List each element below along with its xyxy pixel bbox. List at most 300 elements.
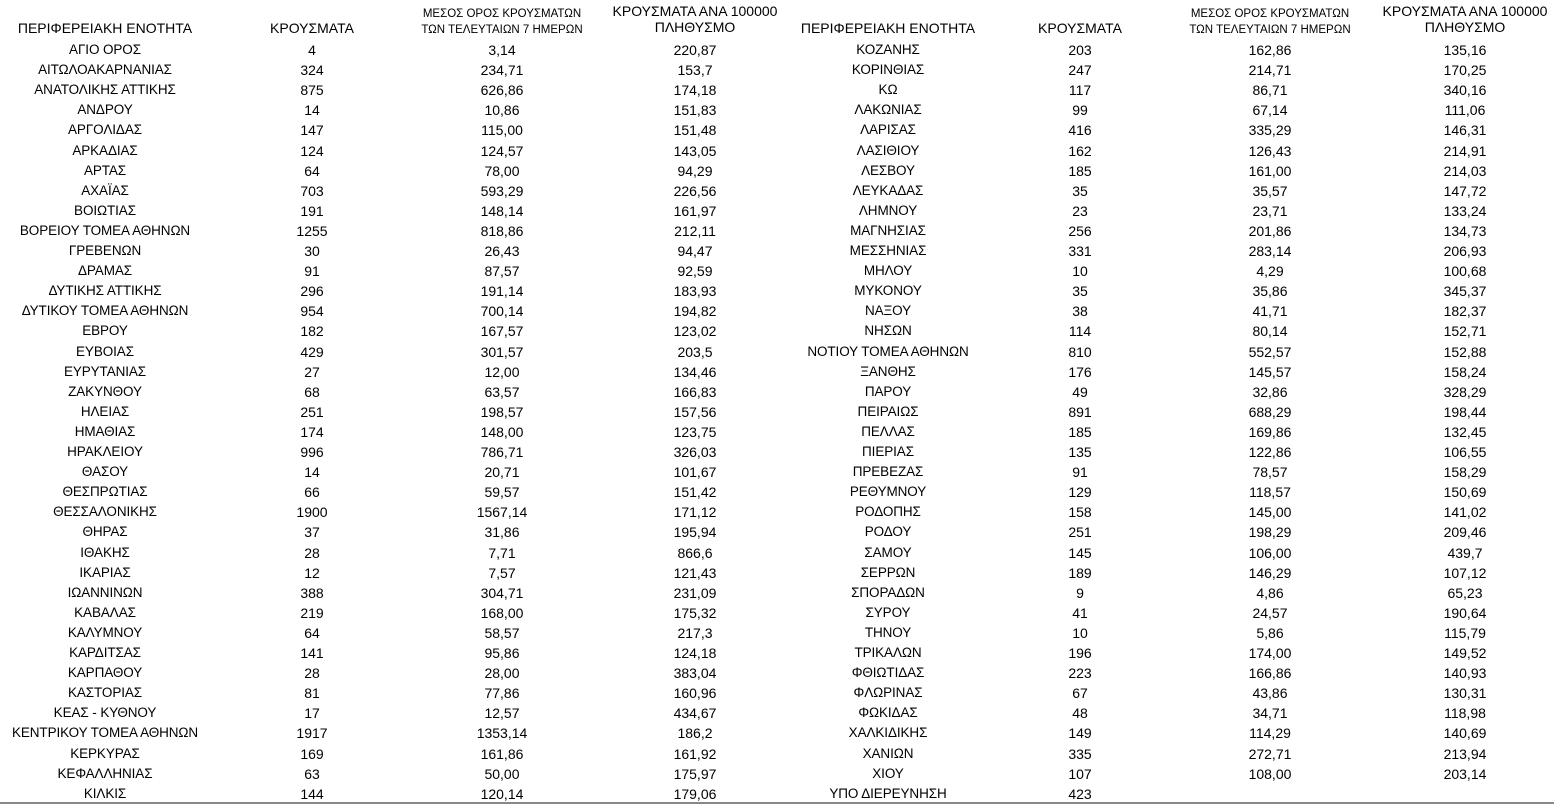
cell-per: 141,02 [1443, 504, 1487, 521]
cell-avg: 35,86 [1252, 283, 1288, 300]
cell-cases: 14 [304, 102, 320, 119]
cell-cases: 30 [304, 243, 320, 259]
cell-per: 133,24 [1443, 202, 1487, 219]
cell-per: 220,87 [673, 42, 717, 58]
cell-avg: 26,43 [484, 243, 520, 259]
cell-avg: 1567,14 [476, 504, 528, 521]
cell-avg: 4,86 [1256, 584, 1284, 601]
table-row [0, 583, 1554, 603]
cell-cases: 64 [304, 162, 320, 179]
cell-avg: 301,57 [480, 343, 524, 360]
cell-per: 175,97 [673, 765, 717, 782]
cell-per: 152,71 [1443, 323, 1487, 340]
cell-avg: 166,86 [1248, 665, 1292, 682]
cell-cases: 67 [1072, 685, 1088, 702]
cell-region: ΕΥΡΥΤΑΝΙΑΣ [63, 363, 147, 379]
cell-per: 111,06 [1444, 102, 1486, 119]
cell-cases: 144 [300, 785, 324, 802]
cell-per: 158,24 [1443, 363, 1487, 380]
cell-region: ΝΗΣΩΝ [864, 323, 912, 339]
cell-cases: 145 [1068, 544, 1092, 561]
cell-avg: 31,86 [484, 524, 520, 541]
cell-cases: 35 [1072, 283, 1088, 300]
cell-region: ΜΥΚΟΝΟΥ [854, 283, 922, 299]
cell-region: ΠΡΕΒΕΖΑΣ [852, 464, 924, 480]
cell-region: ΚΟΡΙΝΘΙΑΣ [851, 62, 925, 78]
table-row [0, 201, 1554, 221]
table-row [0, 744, 1554, 764]
cell-per: 118,98 [1444, 705, 1486, 722]
cell-region: ΖΑΚΥΝΘΟΥ [68, 383, 142, 399]
cell-region: ΤΗΝΟΥ [864, 624, 912, 640]
cell-region: ΚΕΦΑΛΛΗΝΙΑΣ [57, 765, 153, 781]
cell-region: ΝΑΞΟΥ [864, 303, 912, 319]
table-row [0, 784, 1554, 804]
cell-per: 195,94 [673, 524, 717, 541]
cell-region: ΜΕΣΣΗΝΙΑΣ [849, 243, 927, 258]
cell-avg: 78,57 [1252, 464, 1288, 481]
header-region-right: ΠΕΡΙΦΕΡΕΙΑΚΗ ΕΝΟΤΗΤΑ [800, 20, 976, 36]
cell-cases: 810 [1068, 343, 1092, 360]
header-cases-right: ΚΡΟΥΣΜΑΤΑ [1038, 20, 1122, 36]
cell-cases: 49 [1072, 383, 1088, 400]
table-row [0, 281, 1554, 301]
cell-per: 152,88 [1443, 343, 1487, 360]
cell-region: ΙΚΑΡΙΑΣ [79, 564, 131, 580]
cell-region: ΕΥΒΟΙΑΣ [76, 343, 134, 359]
cell-avg: 145,57 [1248, 363, 1292, 380]
cell-avg: 552,57 [1248, 343, 1292, 360]
cell-per: 209,46 [1443, 524, 1487, 541]
cell-cases: 185 [1068, 423, 1092, 440]
cell-region: ΑΧΑΪΑΣ [81, 182, 129, 198]
cell-cases: 129 [1068, 484, 1092, 501]
table-row [0, 80, 1554, 100]
cell-cases: 124 [300, 142, 324, 159]
cell-per: 134,46 [673, 363, 717, 380]
cell-cases: 117 [1068, 82, 1092, 99]
cell-per: 217,3 [677, 624, 713, 641]
cell-avg: 201,86 [1248, 222, 1292, 239]
cell-region: ΚΑΡΔΙΤΣΑΣ [69, 645, 141, 660]
table-row [0, 241, 1554, 261]
table-row [0, 221, 1554, 241]
cell-avg: 41,71 [1252, 303, 1288, 320]
cell-cases: 196 [1068, 645, 1092, 661]
cell-avg: 688,29 [1248, 403, 1292, 420]
cell-cases: 331 [1068, 243, 1092, 259]
cell-avg: 7,71 [488, 544, 516, 561]
cell-avg: 108,00 [1248, 765, 1292, 782]
cell-avg: 234,71 [480, 62, 524, 79]
cell-cases: 996 [300, 444, 324, 460]
cell-per: 151,42 [673, 484, 717, 501]
cell-per: 161,92 [673, 745, 717, 762]
cell-avg: 283,14 [1248, 243, 1292, 259]
header-per-line1: ΚΡΟΥΣΜΑΤΑ ΑΝΑ 100000 [612, 3, 778, 19]
cell-per: 179,06 [673, 785, 717, 802]
cell-cases: 251 [1068, 524, 1092, 541]
cell-cases: 182 [300, 323, 324, 340]
cell-per: 140,93 [1443, 665, 1487, 682]
cell-region: ΠΙΕΡΙΑΣ [862, 444, 914, 459]
cell-region: ΚΟΖΑΝΗΣ [856, 42, 920, 57]
cell-region: ΛΑΡΙΣΑΣ [860, 122, 916, 138]
cell-region: ΚΙΛΚΙΣ [83, 785, 127, 801]
table-row [0, 623, 1554, 643]
header-avg-line2: ΤΩΝ ΤΕΛΕΥΤΑΙΩΝ 7 ΗΜΕΡΩΝ [1189, 24, 1351, 36]
cell-region: ΚΑΒΑΛΑΣ [74, 604, 136, 620]
cell-avg: 32,86 [1252, 383, 1288, 400]
cell-cases: 219 [300, 604, 324, 621]
cell-per: 147,72 [1443, 182, 1487, 199]
cell-region: ΦΘΙΩΤΙΔΑΣ [851, 665, 925, 681]
cell-per: 206,93 [1443, 243, 1487, 259]
cell-avg: 10,86 [484, 102, 520, 119]
header-avg-line2: ΤΩΝ ΤΕΛΕΥΤΑΙΩΝ 7 ΗΜΕΡΩΝ [421, 24, 583, 36]
cell-cases: 1900 [296, 504, 328, 521]
table-row [0, 723, 1554, 743]
cell-region: ΛΕΥΚΑΔΑΣ [852, 182, 924, 198]
cell-per: 106,55 [1443, 444, 1487, 460]
cell-cases: 416 [1068, 122, 1092, 139]
table-row [0, 100, 1554, 120]
cell-avg: 34,71 [1252, 705, 1288, 722]
cell-avg: 818,86 [480, 222, 524, 239]
cell-cases: 141 [300, 645, 324, 661]
cell-per: 160,96 [673, 685, 717, 702]
cell-per: 212,11 [674, 222, 716, 239]
table-row [0, 663, 1554, 683]
cell-per: 170,25 [1443, 62, 1487, 79]
cell-region: ΘΕΣΣΑΛΟΝΙΚΗΣ [53, 504, 157, 520]
cell-per: 151,48 [673, 122, 717, 139]
cell-per: 182,37 [1443, 303, 1487, 320]
cell-per: 434,67 [673, 705, 717, 722]
cell-region: ΦΩΚΙΔΑΣ [858, 705, 918, 721]
table-row [0, 683, 1554, 703]
table-row [0, 522, 1554, 542]
table-row [0, 502, 1554, 522]
cell-cases: 81 [304, 685, 320, 702]
cell-avg: 169,86 [1248, 423, 1292, 440]
cell-per: 231,09 [673, 584, 717, 601]
cell-region: ΣΑΜΟΥ [864, 544, 912, 560]
cell-cases: 256 [1068, 222, 1092, 239]
cell-per: 161,97 [673, 202, 717, 219]
cell-avg: 626,86 [480, 82, 524, 99]
cell-cases: 68 [304, 383, 320, 400]
cell-cases: 28 [304, 665, 320, 682]
cell-region: ΣΥΡΟΥ [865, 604, 911, 620]
cell-cases: 66 [304, 484, 320, 501]
header-per-line2: ΠΛΗΘΥΣΜΟ [654, 19, 736, 35]
cell-per: 203,5 [677, 343, 713, 360]
cell-per: 175,32 [673, 604, 717, 621]
cell-cases: 63 [304, 765, 320, 782]
cell-cases: 107 [1068, 765, 1092, 782]
cell-region: ΧΙΟΥ [872, 765, 904, 781]
cell-per: 151,83 [673, 102, 717, 119]
cell-avg: 78,00 [484, 162, 520, 179]
cell-region: ΗΜΑΘΙΑΣ [74, 423, 136, 439]
cell-region: ΘΗΡΑΣ [82, 524, 128, 540]
header-region-left: ΠΕΡΙΦΕΡΕΙΑΚΗ ΕΝΟΤΗΤΑ [17, 20, 193, 36]
cell-per: 146,31 [1443, 122, 1487, 139]
cell-cases: 335 [1068, 745, 1092, 762]
cell-cases: 169 [300, 745, 324, 762]
cell-per: 135,16 [1443, 42, 1487, 58]
cell-avg: 115,00 [481, 122, 523, 139]
cell-cases: 28 [304, 544, 320, 561]
cell-cases: 191 [300, 202, 324, 219]
cell-per: 326,03 [673, 444, 717, 460]
cell-per: 198,44 [1443, 403, 1487, 420]
cell-per: 123,75 [673, 423, 717, 440]
table-row [0, 563, 1554, 583]
table-row [0, 181, 1554, 201]
cell-avg: 593,29 [480, 182, 524, 199]
cell-per: 94,29 [677, 162, 713, 179]
cell-region: ΤΡΙΚΑΛΩΝ [854, 645, 922, 660]
cell-avg: 167,57 [480, 323, 524, 340]
cell-cases: 203 [1068, 42, 1092, 58]
cell-per: 94,47 [677, 243, 713, 259]
cell-region: ΗΡΑΚΛΕΙΟΥ [67, 444, 143, 459]
cell-region: ΛΑΚΩΝΙΑΣ [854, 102, 922, 118]
cell-avg: 122,86 [1248, 444, 1292, 460]
cell-cases: 176 [1068, 363, 1092, 380]
table-row [0, 764, 1554, 784]
cell-region: ΓΡΕΒΕΝΩΝ [68, 243, 142, 258]
cell-cases: 4 [308, 42, 316, 58]
cell-per: 190,64 [1443, 604, 1487, 621]
cell-cases: 891 [1068, 403, 1092, 420]
cell-avg: 87,57 [484, 263, 520, 280]
cell-region: ΑΝΔΡΟΥ [77, 102, 133, 118]
cell-per: 194,82 [673, 303, 717, 320]
cell-cases: 149 [1068, 725, 1092, 742]
header-avg-line1: ΜΕΣΟΣ ΟΡΟΣ ΚΡΟΥΣΜΑΤΩΝ [1190, 8, 1350, 20]
cell-per: 174,18 [673, 82, 717, 99]
cell-avg: 63,57 [484, 383, 520, 400]
cell-per: 121,43 [673, 564, 717, 581]
cell-avg: 162,86 [1248, 42, 1292, 58]
cell-region: ΘΕΣΠΡΩΤΙΑΣ [62, 484, 148, 500]
cell-per: 226,56 [673, 182, 717, 199]
cell-per: 132,45 [1443, 423, 1487, 440]
cell-cases: 189 [1068, 564, 1092, 581]
cell-cases: 703 [300, 182, 324, 199]
cell-cases: 223 [1068, 665, 1092, 682]
cell-avg: 80,14 [1252, 323, 1288, 340]
cell-cases: 23 [1072, 202, 1088, 219]
cell-region: ΛΕΣΒΟΥ [861, 162, 915, 178]
table-row [0, 643, 1554, 663]
cell-avg: 3,14 [488, 42, 516, 58]
cell-region: ΣΠΟΡΑΔΩΝ [851, 584, 925, 600]
cell-avg: 50,00 [484, 765, 520, 782]
cell-region: ΚΕΑΣ - ΚΥΘΝΟΥ [53, 705, 157, 721]
cell-per: 158,29 [1443, 464, 1487, 481]
cell-per: 186,2 [677, 725, 713, 742]
cell-region: ΘΑΣΟΥ [81, 464, 129, 480]
cell-region: ΥΠΟ ΔΙΕΡΕΥΝΗΣΗ [829, 785, 947, 801]
cell-region: ΚΕΝΤΡΙΚΟΥ ΤΟΜΕΑ ΑΘΗΝΩΝ [11, 725, 199, 741]
cell-cases: 875 [300, 82, 324, 99]
cell-cases: 1255 [296, 222, 328, 239]
cell-cases: 27 [304, 363, 320, 380]
cell-avg: 59,57 [484, 484, 520, 501]
table-row [0, 482, 1554, 502]
cell-region: ΡΟΔΟΠΗΣ [855, 504, 921, 520]
cell-region: ΧΑΛΚΙΔΙΚΗΣ [848, 725, 928, 741]
cell-per: 340,16 [1443, 82, 1487, 99]
cell-cases: 185 [1068, 162, 1092, 179]
table-row [0, 402, 1554, 422]
cell-per: 140,69 [1443, 725, 1487, 742]
cell-avg: 700,14 [480, 303, 524, 320]
cell-per: 866,6 [677, 544, 713, 561]
cell-per: 65,23 [1447, 584, 1483, 601]
cell-region: ΚΑΣΤΟΡΙΑΣ [67, 685, 143, 701]
cell-per: 213,94 [1443, 745, 1487, 762]
cell-avg: 145,00 [1248, 504, 1292, 521]
cell-region: ΜΗΛΟΥ [863, 263, 913, 279]
cell-cases: 147 [300, 122, 324, 139]
cell-region: ΣΕΡΡΩΝ [860, 564, 916, 580]
cell-avg: 148,14 [480, 202, 524, 219]
cell-avg: 1353,14 [476, 725, 528, 742]
cell-region: ΕΒΡΟΥ [82, 323, 128, 339]
cell-region: ΡΕΘΥΜΝΟΥ [849, 484, 927, 500]
cell-avg: 20,71 [484, 464, 520, 481]
cell-region: ΒΟΡΕΙΟΥ ΤΟΜΕΑ ΑΘΗΝΩΝ [19, 222, 191, 238]
cell-avg: 86,71 [1252, 82, 1288, 99]
cell-cases: 954 [300, 303, 324, 320]
cell-cases: 17 [304, 705, 320, 722]
cell-avg: 198,57 [480, 403, 524, 420]
cell-per: 130,31 [1443, 685, 1487, 702]
cell-per: 149,52 [1443, 645, 1487, 661]
cell-avg: 106,00 [1248, 544, 1292, 561]
cell-cases: 91 [1072, 464, 1088, 481]
cell-region: ΑΡΤΑΣ [83, 162, 127, 178]
cell-region: ΑΝΑΤΟΛΙΚΗΣ ΑΤΤΙΚΗΣ [34, 82, 176, 98]
cell-avg: 272,71 [1248, 745, 1292, 762]
table-row [0, 362, 1554, 382]
table-row [0, 543, 1554, 563]
cell-per: 123,02 [673, 323, 717, 340]
cell-per: 345,37 [1443, 283, 1487, 300]
cell-avg [1180, 784, 1360, 804]
cell-avg: 126,43 [1248, 142, 1292, 159]
header-avg-left [412, 6, 592, 38]
cell-avg: 304,71 [480, 584, 524, 601]
cell-region: ΦΛΩΡΙΝΑΣ [853, 685, 923, 701]
cell-per: 439,7 [1447, 544, 1483, 561]
cell-cases: 12 [304, 564, 320, 581]
cell-region: ΙΘΑΚΗΣ [80, 544, 130, 560]
cell-avg: 120,14 [480, 785, 524, 802]
cell-avg: 24,57 [1252, 604, 1288, 621]
table-row [0, 120, 1554, 140]
cell-cases: 48 [1072, 705, 1088, 722]
cell-cases: 251 [300, 403, 324, 420]
cell-avg: 95,86 [484, 645, 520, 661]
cell-per: 124,18 [673, 645, 717, 661]
cell-cases: 14 [304, 464, 320, 481]
cell-per: 92,59 [677, 263, 713, 280]
cell-avg: 114,29 [1249, 725, 1291, 742]
cell-avg: 12,57 [484, 705, 520, 722]
cell-per: 101,67 [673, 464, 717, 481]
cell-region: ΒΟΙΩΤΙΑΣ [74, 202, 136, 218]
cell-cases: 35 [1072, 182, 1088, 199]
cell-cases: 38 [1072, 303, 1088, 320]
cell-per: 153,7 [677, 62, 713, 79]
cell-cases: 135 [1068, 444, 1092, 460]
cell-region: ΑΡΚΑΔΙΑΣ [72, 142, 138, 158]
cell-region: ΠΑΡΟΥ [864, 383, 912, 399]
cell-avg: 43,86 [1252, 685, 1288, 702]
cell-region: ΚΕΡΚΥΡΑΣ [70, 745, 140, 761]
cell-avg: 7,57 [488, 564, 516, 581]
cell-region: ΗΛΕΙΑΣ [80, 403, 130, 419]
header-avg-right [1180, 6, 1360, 38]
cell-cases: 324 [300, 62, 324, 79]
cell-region: ΞΑΝΘΗΣ [860, 363, 916, 379]
cell-per: 214,91 [1443, 142, 1487, 159]
cell-per: 166,83 [673, 383, 717, 400]
header-per-left [600, 3, 790, 35]
cell-avg: 161,00 [1248, 162, 1292, 179]
cell-region: ΑΙΤΩΛΟΑΚΑΡΝΑΝΙΑΣ [38, 62, 172, 78]
cell-avg: 174,00 [1248, 645, 1292, 661]
cell-avg: 335,29 [1248, 122, 1292, 139]
cell-per: 183,93 [673, 283, 717, 300]
cell-region: ΜΑΓΝΗΣΙΑΣ [850, 222, 926, 238]
cell-cases: 10 [1072, 624, 1088, 641]
table-row [0, 40, 1554, 60]
header-avg-line1: ΜΕΣΟΣ ΟΡΟΣ ΚΡΟΥΣΜΑΤΩΝ [422, 8, 582, 20]
cell-avg: 214,71 [1248, 62, 1292, 79]
cell-per [1370, 784, 1554, 804]
table-row [0, 60, 1554, 80]
cell-avg: 118,57 [1249, 484, 1291, 501]
cell-avg: 12,00 [484, 363, 520, 380]
table-row [0, 703, 1554, 723]
cell-cases: 41 [1072, 604, 1088, 621]
cell-avg: 786,71 [480, 444, 524, 460]
cell-per: 203,14 [1443, 765, 1487, 782]
header-per-line1: ΚΡΟΥΣΜΑΤΑ ΑΝΑ 100000 [1382, 3, 1548, 19]
cell-region: ΡΟΔΟΥ [864, 524, 912, 540]
table-row [0, 342, 1554, 362]
cell-avg: 148,00 [480, 423, 524, 440]
cell-cases: 9 [1076, 584, 1084, 601]
header-cases-left: ΚΡΟΥΣΜΑΤΑ [270, 20, 354, 36]
table-row [0, 442, 1554, 462]
cell-region: ΝΟΤΙΟΥ ΤΟΜΕΑ ΑΘΗΝΩΝ [807, 343, 969, 359]
table-row [0, 382, 1554, 402]
cell-avg: 191,14 [480, 283, 524, 300]
cell-cases: 423 [1068, 785, 1092, 802]
cell-region: ΠΕΙΡΑΙΩΣ [857, 403, 919, 419]
cell-cases: 296 [300, 283, 324, 300]
cell-region: ΚΑΡΠΑΘΟΥ [67, 665, 143, 681]
cell-per: 150,69 [1443, 484, 1487, 501]
